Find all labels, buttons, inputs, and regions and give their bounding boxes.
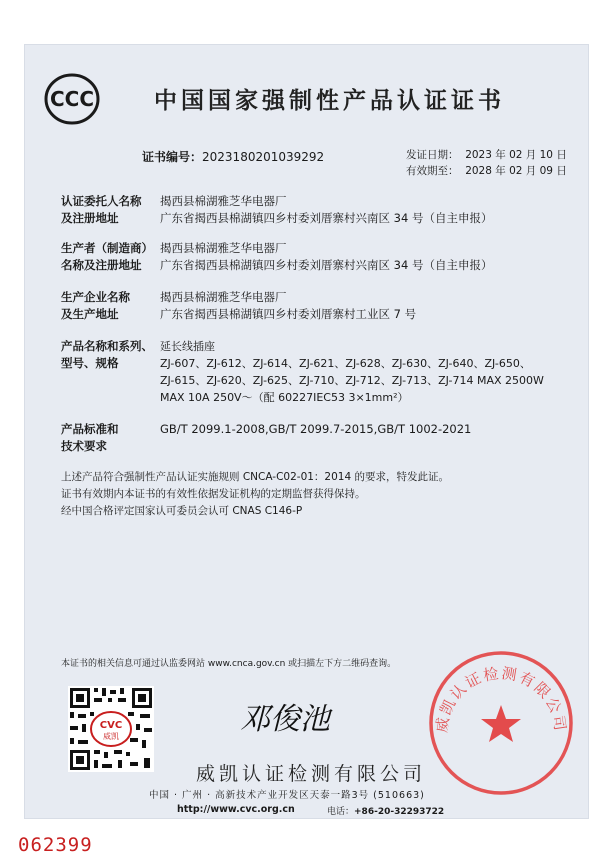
- phone-value: +86-20-32293722: [354, 807, 445, 817]
- ccc-logo: [44, 73, 100, 125]
- client-label: 认证委托人名称 及注册地址: [61, 194, 142, 225]
- svg-text:CCC: CCC: [49, 87, 95, 111]
- cert-number-value: 2023180201039292: [202, 150, 325, 164]
- standard-value: GB/T 2099.1-2008,GB/T 2099.7-2015,GB/T 1002-2021: [160, 422, 472, 436]
- qr-code[interactable]: [68, 686, 154, 772]
- star-icon: [481, 705, 521, 742]
- company-address: 中国 · 广州 · 高新技术产业开发区天泰一路3号 (510663): [149, 790, 425, 801]
- qr-pattern: [68, 686, 154, 772]
- standard-label: 产品标准和 技术要求: [61, 422, 119, 453]
- producer-label: 生产者（制造商） 名称及注册地址: [61, 241, 153, 272]
- serial-number: 062399: [18, 834, 93, 856]
- svg-text:CVC: CVC: [99, 720, 123, 731]
- company-website: http://www.cvc.org.cn: [177, 804, 295, 815]
- signature: 邓俊池: [240, 702, 330, 737]
- company-name: 威凯认证检测有限公司: [196, 763, 427, 785]
- statement-line: 证书有效期内本证书的有效性依据发证机构的定期监督获得保持。: [61, 488, 366, 500]
- statements: [61, 469, 449, 520]
- certificate-title: 中国国家强制性产品认证证书: [154, 88, 505, 114]
- company-phone: [327, 804, 444, 817]
- statement-line: 经中国合格评定国家认可委员会认可 CNAS C146-P: [61, 505, 303, 517]
- statement-line: 上述产品符合强制性产品认证实施规则 CNCA-C02-01：2014 的要求，特发此证。: [61, 471, 449, 483]
- issue-date-value: 2023 年 02 月 10 日: [465, 149, 567, 161]
- producer-value: 揭西县棉湖雅芝华电器厂 广东省揭西县棉湖镇四乡村委刘厝寨村兴南区 34 号（自主申报）: [160, 241, 493, 272]
- expiry-date: [406, 163, 567, 178]
- issue-date-label: 发证日期：: [406, 149, 459, 161]
- svg-text:威凯认证检测有限公司: 威凯认证检测有限公司: [432, 664, 570, 734]
- expiry-date-label: 有效期至：: [406, 165, 459, 177]
- product-value: 延长线插座 ZJ-607、ZJ-612、ZJ-614、ZJ-621、ZJ-628、ZJ-630、ZJ-640、ZJ-650、 ZJ-615、ZJ-620、ZJ-625、ZJ-710、ZJ-712、ZJ-713、ZJ-714 MAX 2500W MAX 10A 250V～（配 60227IEC53 3×1mm²）: [160, 340, 544, 404]
- cert-number-label: 证书编号：: [142, 150, 203, 164]
- product-label: 产品名称和系列、 型号、规格: [61, 339, 153, 370]
- issue-date: [406, 147, 567, 162]
- inquiry-note: 本证书的相关信息可通过认监委网站 www.cnca.gov.cn 或扫描左下方二维码查询。: [61, 659, 397, 669]
- certificate: [24, 44, 589, 819]
- expiry-date-value: 2028 年 02 月 09 日: [465, 165, 567, 177]
- phone-label: 电话：: [327, 807, 355, 817]
- client-value: 揭西县棉湖雅芝华电器厂 广东省揭西县棉湖镇四乡村委刘厝寨村兴南区 34 号（自主申报）: [160, 194, 493, 225]
- official-seal: [427, 649, 575, 797]
- factory-label: 生产企业名称 及生产地址: [61, 290, 130, 321]
- svg-text:威凯: 威凯: [103, 732, 119, 741]
- factory-value: 揭西县棉湖雅芝华电器厂 广东省揭西县棉湖镇四乡村委刘厝寨村工业区 7 号: [160, 290, 417, 321]
- cert-number: [142, 148, 324, 165]
